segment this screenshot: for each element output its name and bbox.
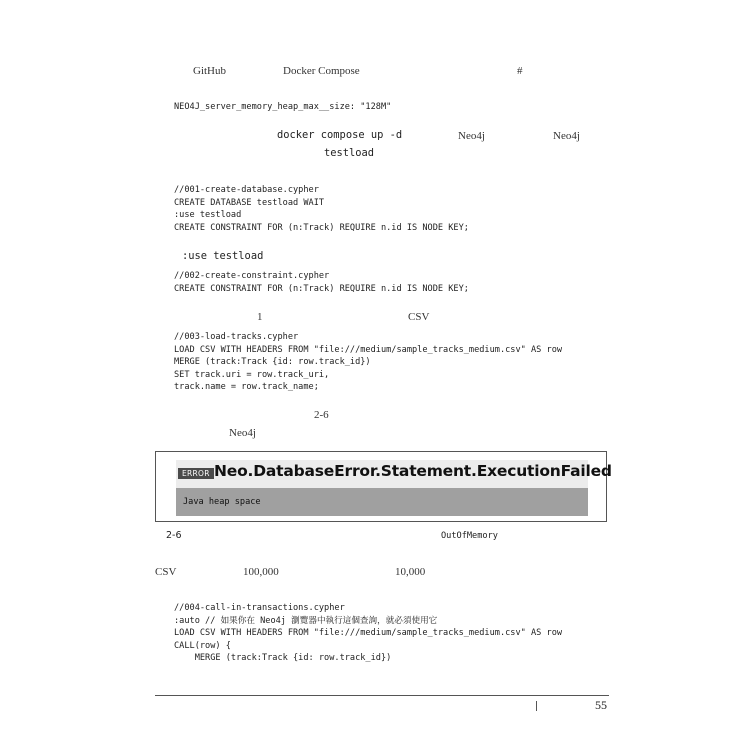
text-out-of-memory: OutOfMemory [441,531,498,541]
code-block-call-in-transactions [174,602,562,665]
page-number: 55 [595,698,607,712]
error-message: Java heap space [183,497,261,507]
code-line: SET track.uri = row.track_uri, [174,369,330,380]
code-line: //003-load-tracks.cypher [174,332,299,342]
code-line: CREATE CONSTRAINT FOR (n:Track) REQUIRE n.id IS NODE KEY; [174,283,469,294]
text-hash: # [517,65,523,77]
text-docker-compose: Docker Compose [283,65,360,77]
code-line: CREATE DATABASE testload WAIT [174,197,325,208]
code-block-create-constraint [174,270,469,295]
code-block-load-tracks [174,331,562,394]
text-100000: 100,000 [243,566,279,578]
text-neo4j-3: Neo4j [229,427,256,439]
error-header [176,460,612,488]
text-neo4j-1: Neo4j [458,130,485,142]
code-block-create-database [174,184,469,234]
code-line: //002-create-constraint.cypher [174,271,330,281]
code-line: LOAD CSV WITH HEADERS FROM "file:///medium/sample_tracks_medium.csv" AS row [174,628,563,639]
code-line: :auto // 如果你在 Neo4j 瀏覽器中執行這個查詢，就必須使用它 [174,615,438,626]
text-neo4j-2: Neo4j [553,130,580,142]
text-figure-ref: 2-6 [314,409,329,421]
text-csv-2: CSV [155,566,177,578]
heap-setting-code: NEO4J_server_memory_heap_max__size: "128M" [174,102,392,112]
code-line: MERGE (track:Track {id: row.track_id}) [174,357,371,368]
error-badge: ERROR [178,468,214,479]
code-line: :use testload [174,210,242,221]
code-line: CALL(row) { [174,640,231,651]
code-line: MERGE (track:Track {id: row.track_id}) [174,653,392,664]
code-line: CREATE CONSTRAINT FOR (n:Track) REQUIRE n.id IS NODE KEY; [174,222,469,233]
code-line: LOAD CSV WITH HEADERS FROM "file:///medium/sample_tracks_medium.csv" AS row [174,344,563,355]
figure-caption-number: 2-6 [166,530,182,541]
error-figure [155,451,612,522]
code-line: //004-call-in-transactions.cypher [174,603,345,613]
text-csv: CSV [408,311,430,323]
use-testload-command: :use testload [182,250,264,262]
text-10000: 10,000 [395,566,426,578]
text-number-1: 1 [257,311,263,323]
code-line: //001-create-database.cypher [174,185,319,195]
testload-db-name: testload [324,147,375,159]
code-line: track.name = row.track_name; [174,382,319,393]
error-body [176,488,588,516]
footer-rule [155,695,609,696]
text-github: GitHub [193,65,226,77]
docker-compose-command: docker compose up -d [277,129,403,141]
error-title: Neo.DatabaseError.Statement.ExecutionFailed [214,462,612,480]
footer-separator [536,701,537,711]
